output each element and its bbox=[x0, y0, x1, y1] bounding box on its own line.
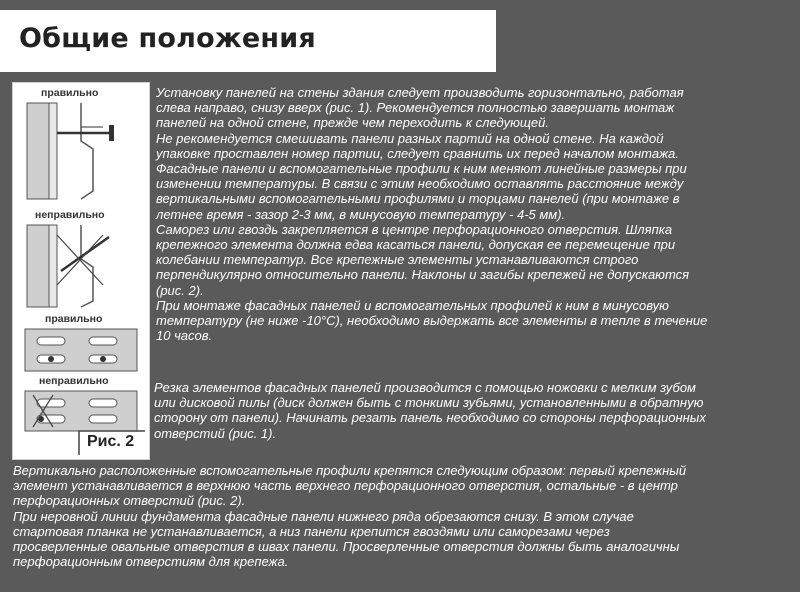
paragraph-cutting: Резка элементов фасадных панелей производится с помощью ножовки с мелким зубом или дисковой пилы (диск должен быть с тонкими зубьями, установленными в обратную сторону от панели). Начинать резать панель необходимо со стороны перфорационных отверстий (рис. 1). bbox=[154, 380, 706, 441]
figure-label-incorrect-2: неправильно bbox=[39, 375, 109, 387]
slot-correct-illustration bbox=[23, 327, 141, 373]
paragraph-profiles: Вертикально расположенные вспомогательные профили крепятся следующим образом: первый крепежный элемент устанавливается в верхнюю часть верхнего перфорационного отверстия, остальные - в центр перфорационных отверстий (рис. 2). При неровной линии фундамента фасадные панели нижнего ряда обрезаются снизу. В этом случае стартовая планка не устанавливается, а низ панели крепится гвоздями или саморезами через просверленные овальные отверстия в швах панели. Просверленные отверстия должны быть аналогичны перфорационным отверстиям для крепежа. bbox=[13, 463, 687, 570]
title-bar bbox=[0, 10, 496, 72]
figure-label-incorrect-1: неправильно bbox=[35, 209, 105, 221]
nail-incorrect-illustration bbox=[23, 223, 141, 309]
paragraph-installation: Установку панелей на стены здания следует производить горизонтально, работая слева направо, снизу вверх (рис. 1). Рекомендуется полностью завершать монтаж панелей на одной стене, прежде чем переходить к следующей. Не рекомендуется смешивать панели разных партий на одной стене. На каждой упаковке проставлен номер партии, следует сравнить их перед началом монтажа. Фасадные панели и вспомогательные профили к ним меняют линейные размеры при изменении температуры. В связи с этим необходимо оставлять расстояние между вертикальными вспомогательными профилями и торцами панелей (при монтаже в летнее время - зазор 2-3 мм, в минусовую температуру - 4-5 мм). Саморез или гвоздь закрепляется в центре перфорационного отверстия. Шляпка крепежного элемента должна едва касаться панели, допуская ее перемещение при колебании температур. Все крепежные элементы устанавливаются строго перпендикулярно относительно панели. Наклоны и загибы крепежей не допускаются (рис. 2). При монтаже фасадных панелей и вспомогательных профилей к ним в минусовую температуру (не ниже -10°С), необходимо выдержать все элементы в тепле в течение 10 часов. bbox=[156, 85, 708, 344]
figure-number: Рис. 2 bbox=[87, 433, 135, 450]
figure-label-correct-1: правильно bbox=[41, 87, 99, 99]
nail-correct-illustration bbox=[23, 101, 141, 201]
slot-incorrect-illustration bbox=[23, 389, 141, 433]
figure-label-correct-2: правильно bbox=[45, 313, 103, 325]
figure-2 bbox=[12, 82, 150, 460]
page-title: Общие положения bbox=[19, 23, 316, 54]
